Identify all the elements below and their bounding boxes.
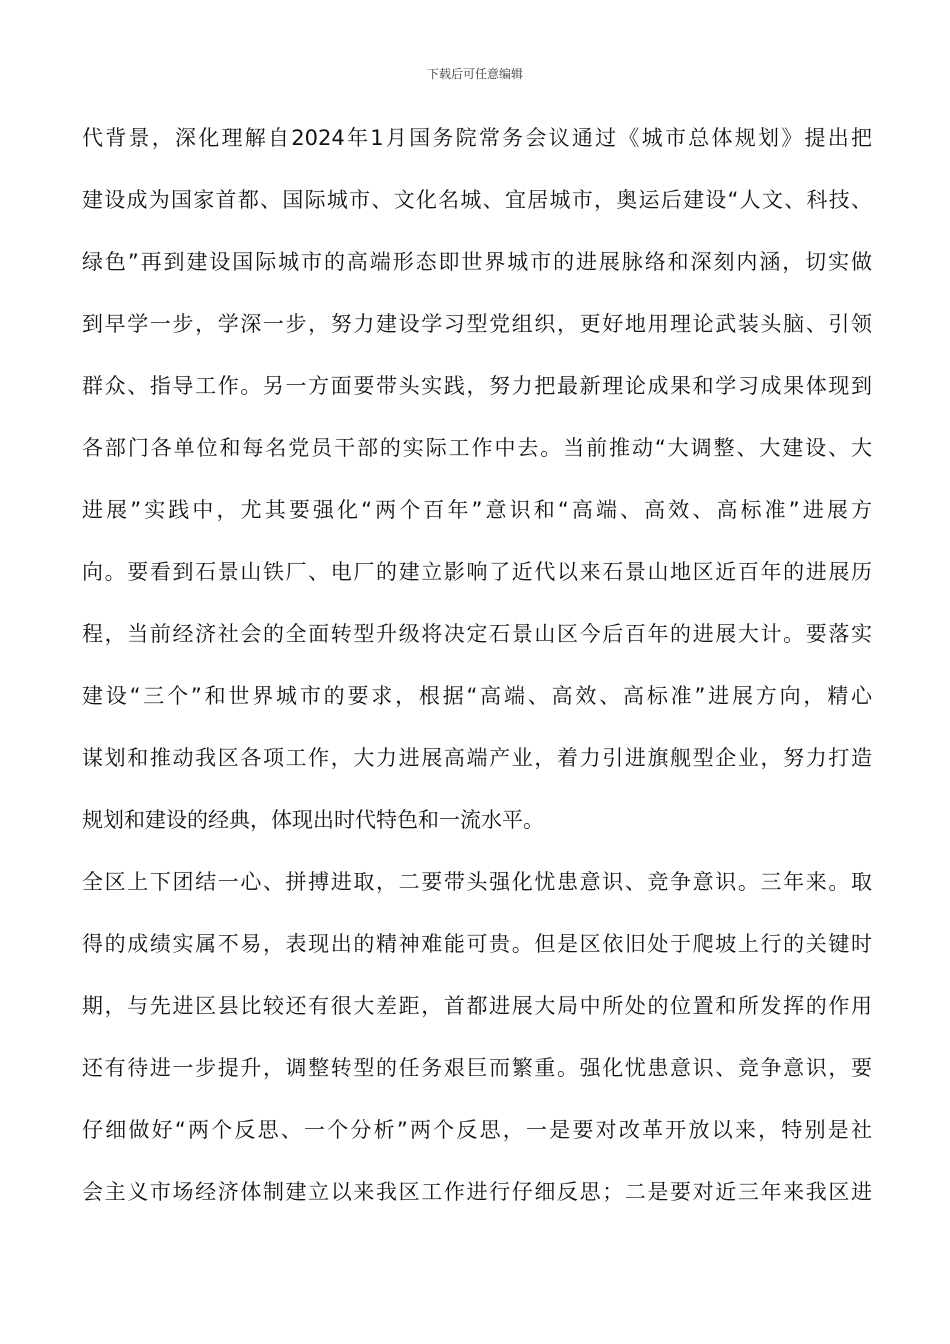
text-line: 程，当前经济社会的全面转型升级将决定石景山区今后百年的进展大计。要落实 [82, 622, 872, 646]
document-body [82, 116, 872, 1232]
text-line: 绿色”再到建设国际城市的高端形态即世界城市的进展脉络和深刻内涵，切实做 [82, 250, 872, 274]
page-header-note: 下载后可任意编辑 [426, 67, 523, 81]
text-line: 代背景，深化理解自2024年1月国务院常务会议通过《城市总体规划》提出把 [82, 126, 872, 150]
text-line: 进展”实践中，尤其要强化“两个百年”意识和“高端、高效、高标准”进展方 [82, 498, 872, 522]
text-line: 还有待进一步提升，调整转型的任务艰巨而繁重。强化忧患意识、竞争意识，要 [82, 1056, 872, 1080]
text-line: 得的成绩实属不易，表现出的精神难能可贵。但是区依旧处于爬坡上行的关键时 [82, 932, 872, 956]
text-line: 群众、指导工作。另一方面要带头实践，努力把最新理论成果和学习成果体现到 [82, 374, 872, 398]
text-line: 向。要看到石景山铁厂、电厂的建立影响了近代以来石景山地区近百年的进展历 [82, 560, 872, 584]
text-line: 期，与先进区县比较还有很大差距，首都进展大局中所处的位置和所发挥的作用 [82, 994, 872, 1018]
text-line: 建设“三个”和世界城市的要求，根据“高端、高效、高标准”进展方向，精心 [82, 684, 872, 708]
text-line: 会主义市场经济体制建立以来我区工作进行仔细反思；二是要对近三年来我区进 [82, 1180, 872, 1204]
text-line: 全区上下团结一心、拼搏进取，二要带头强化忧患意识、竞争意识。三年来。取 [82, 870, 872, 894]
text-line: 各部门各单位和每名党员干部的实际工作中去。当前推动“大调整、大建设、大 [82, 436, 872, 460]
text-line: 建设成为国家首都、国际城市、文化名城、宜居城市，奥运后建设“人文、科技、 [82, 188, 872, 212]
text-line: 仔细做好“两个反思、一个分析”两个反思，一是要对改革开放以来，特别是社 [82, 1118, 872, 1142]
text-line: 谋划和推动我区各项工作，大力进展高端产业，着力引进旗舰型企业，努力打造 [82, 746, 872, 770]
text-line: 规划和建设的经典，体现出时代特色和一流水平。 [82, 808, 544, 832]
text-line: 到早学一步，学深一步，努力建设学习型党组织，更好地用理论武装头脑、引领 [82, 312, 872, 336]
